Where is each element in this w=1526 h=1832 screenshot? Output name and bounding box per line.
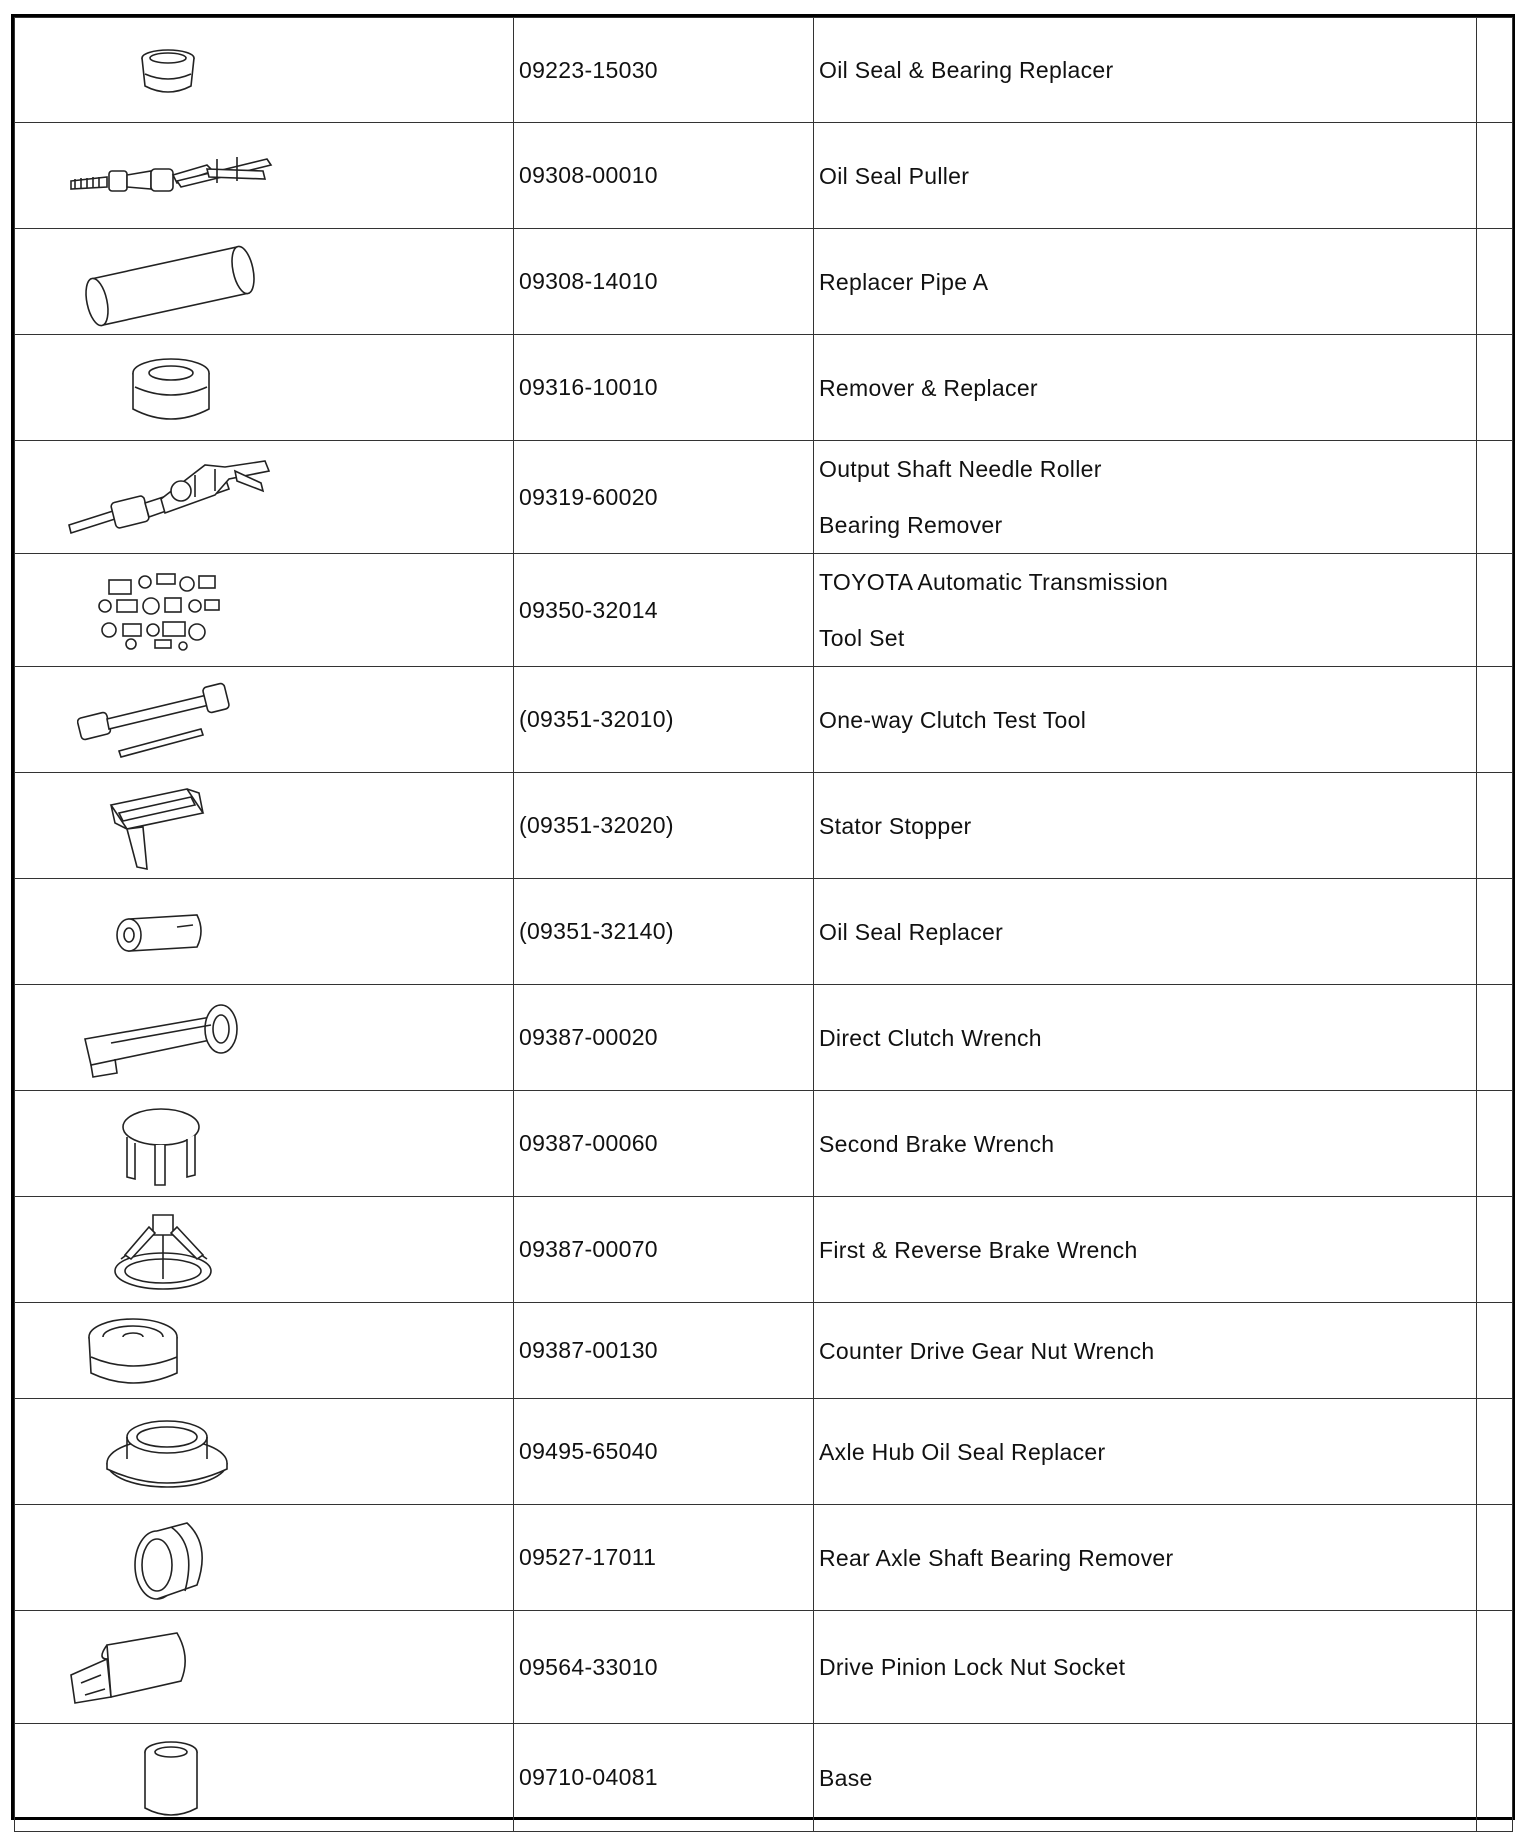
note-cell xyxy=(1477,1611,1513,1724)
table-row xyxy=(15,441,1513,554)
tool-image-cell xyxy=(15,441,514,554)
tool-image-cell xyxy=(15,229,514,335)
table-row xyxy=(15,667,1513,773)
stator-stopper-icon xyxy=(107,783,227,875)
tool-name: Drive Pinion Lock Nut Socket xyxy=(814,1611,1477,1724)
tool-set-icon xyxy=(95,566,225,652)
table-row xyxy=(15,123,1513,229)
tool-name xyxy=(814,554,1477,667)
table-row xyxy=(15,18,1513,123)
tool-table-sheet xyxy=(11,14,1515,1820)
tool-image-cell xyxy=(15,773,514,879)
tool-name: Direct Clutch Wrench xyxy=(814,985,1477,1091)
tool-number: 09223-15030 xyxy=(514,18,814,123)
tool-name-line-2: Bearing Remover xyxy=(819,512,1003,538)
clutch-test-tool-icon xyxy=(77,681,237,763)
tool-image-cell xyxy=(15,335,514,441)
table-row xyxy=(15,879,1513,985)
table-row xyxy=(15,773,1513,879)
tool-image-cell xyxy=(15,1091,514,1197)
tool-name: Second Brake Wrench xyxy=(814,1091,1477,1197)
tool-image-cell xyxy=(15,667,514,773)
tool-number: 09387-00070 xyxy=(514,1197,814,1303)
table-row xyxy=(15,1303,1513,1399)
tool-image-cell xyxy=(15,1724,514,1832)
tool-image-cell xyxy=(15,985,514,1091)
tool-name: Remover & Replacer xyxy=(814,335,1477,441)
base-icon xyxy=(139,1738,203,1824)
note-cell xyxy=(1477,554,1513,667)
tool-image-cell xyxy=(15,554,514,667)
table-row xyxy=(15,335,1513,441)
tool-name-line-1: Output Shaft Needle Roller xyxy=(819,456,1102,482)
remover-replacer-icon xyxy=(129,353,213,429)
seal-replacer-icon xyxy=(133,46,203,102)
note-cell xyxy=(1477,335,1513,441)
tool-number: 09316-10010 xyxy=(514,335,814,441)
note-cell xyxy=(1477,1091,1513,1197)
tool-number: (09351-32010) xyxy=(514,667,814,773)
tool-number: 09308-14010 xyxy=(514,229,814,335)
table-row xyxy=(15,985,1513,1091)
special-service-tools-table xyxy=(14,17,1513,1832)
tool-number: 09319-60020 xyxy=(514,441,814,554)
tool-number: (09351-32020) xyxy=(514,773,814,879)
tool-number: (09351-32140) xyxy=(514,879,814,985)
table-row xyxy=(15,1399,1513,1505)
tool-image-cell xyxy=(15,1505,514,1611)
note-cell xyxy=(1477,773,1513,879)
tool-name: One-way Clutch Test Tool xyxy=(814,667,1477,773)
note-cell xyxy=(1477,879,1513,985)
tool-name-line-1: TOYOTA Automatic Transmission xyxy=(819,569,1169,595)
table-row xyxy=(15,554,1513,667)
note-cell xyxy=(1477,441,1513,554)
tool-image-cell xyxy=(15,1197,514,1303)
table-row xyxy=(15,1505,1513,1611)
note-cell xyxy=(1477,18,1513,123)
tool-number: 09495-65040 xyxy=(514,1399,814,1505)
note-cell xyxy=(1477,1399,1513,1505)
tool-name: Counter Drive Gear Nut Wrench xyxy=(814,1303,1477,1399)
note-cell xyxy=(1477,667,1513,773)
axle-bearing-remover-icon xyxy=(127,1515,217,1605)
tool-name: First & Reverse Brake Wrench xyxy=(814,1197,1477,1303)
note-cell xyxy=(1477,229,1513,335)
oil-seal-replacer-icon xyxy=(113,909,209,957)
note-cell xyxy=(1477,123,1513,229)
note-cell xyxy=(1477,1724,1513,1832)
clutch-wrench-icon xyxy=(81,1003,251,1081)
tool-image-cell xyxy=(15,1303,514,1399)
table-row xyxy=(15,1724,1513,1832)
tool-name: Replacer Pipe A xyxy=(814,229,1477,335)
tool-name: Base xyxy=(814,1724,1477,1832)
tool-number: 09710-04081 xyxy=(514,1724,814,1832)
tool-number: 09387-00020 xyxy=(514,985,814,1091)
axle-hub-replacer-icon xyxy=(103,1413,233,1493)
tool-image-cell xyxy=(15,1611,514,1724)
tool-number: 09527-17011 xyxy=(514,1505,814,1611)
bearing-remover-icon xyxy=(65,455,275,539)
socket-icon xyxy=(67,1629,197,1713)
table-row xyxy=(15,229,1513,335)
tool-name: Rear Axle Shaft Bearing Remover xyxy=(814,1505,1477,1611)
reverse-brake-wrench-icon xyxy=(109,1209,219,1299)
tool-number: 09308-00010 xyxy=(514,123,814,229)
tool-name: Oil Seal Puller xyxy=(814,123,1477,229)
tool-name: Oil Seal Replacer xyxy=(814,879,1477,985)
pipe-icon xyxy=(77,239,267,329)
brake-wrench-icon xyxy=(117,1105,207,1189)
note-cell xyxy=(1477,985,1513,1091)
tool-image-cell xyxy=(15,879,514,985)
note-cell xyxy=(1477,1505,1513,1611)
tool-name: Stator Stopper xyxy=(814,773,1477,879)
gear-nut-wrench-icon xyxy=(85,1313,185,1393)
tool-name: Axle Hub Oil Seal Replacer xyxy=(814,1399,1477,1505)
note-cell xyxy=(1477,1197,1513,1303)
table-row xyxy=(15,1091,1513,1197)
note-cell xyxy=(1477,1303,1513,1399)
tool-image-cell xyxy=(15,1399,514,1505)
tool-number: 09387-00060 xyxy=(514,1091,814,1197)
table-row xyxy=(15,1611,1513,1724)
tool-number: 09387-00130 xyxy=(514,1303,814,1399)
tool-number: 09350-32014 xyxy=(514,554,814,667)
tool-image-cell xyxy=(15,123,514,229)
table-row xyxy=(15,1197,1513,1303)
seal-puller-icon xyxy=(67,153,277,203)
tool-name-line-2: Tool Set xyxy=(819,625,905,651)
tool-name xyxy=(814,441,1477,554)
tool-image-cell xyxy=(15,18,514,123)
tool-name: Oil Seal & Bearing Replacer xyxy=(814,18,1477,123)
tool-number: 09564-33010 xyxy=(514,1611,814,1724)
